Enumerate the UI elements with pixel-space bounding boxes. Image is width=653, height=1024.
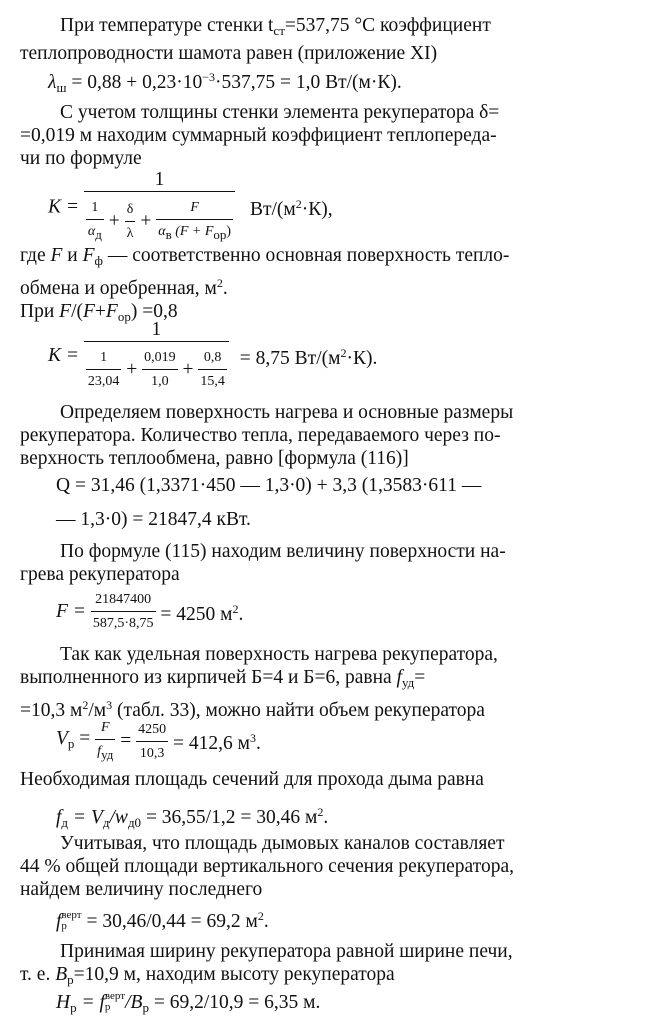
paragraph-heating-surface	[20, 401, 632, 470]
paragraph-formula-115	[20, 540, 632, 586]
text-line: т. е. $B_р=10,9$ м, находим высоту рекуператора	[20, 964, 395, 987]
equation-V: $V_р$ = $\frac{F}{\text{fуд}}$ = $\frac{4250}{10,3}$ = 412,6 $м^3$.	[56, 716, 261, 766]
paragraph-where	[20, 244, 632, 328]
equation-Q-line2: — 1,3·0) = 21847,4 кВт.	[56, 509, 251, 530]
equation-F: F = $\frac{21847400}{587,5\cdot 8,75}$ = 4250 $м^2$.	[56, 588, 243, 635]
paragraph-smoke-area	[20, 768, 632, 791]
equation-Q-line1: Q = 31,46 (1,3371·450 — 1,3·0) + 3,3 (1,3583·611 —	[56, 475, 482, 496]
text-line: Принимая ширину рекуператора равной ширине печи,	[60, 941, 513, 962]
text-line: При $F/(F+F_{ор}) =0,8$	[20, 301, 178, 324]
fraction: 1 $\frac{1}{23,04}$ + $\frac{0,019}{1,0}$ + $\frac{0,8}{15,4}$	[84, 318, 229, 393]
equation-lambda: $\lambda_ш = 0,88 + 0,23\cdot 10^{-3}\cdot 537,75 = 1,0$ Вт/(м·К).	[48, 70, 402, 95]
paragraph-specific-surface	[20, 643, 632, 722]
text-line: Необходимая площадь сечений для прохода дыма равна	[20, 769, 484, 790]
text-line: Учитывая, что площадь дымовых каналов составляет	[60, 833, 505, 854]
equation-H: $H_р = f$ верт р $/B_р = 69,2/10,9 = 6,35$ м.	[56, 990, 321, 1015]
text-line: Определяем поверхность нагрева и основные размеры	[60, 402, 514, 423]
text-line: обмена и оребренная, $м^2$.	[20, 276, 228, 299]
text-line: Так как удельная поверхность нагрева рекуператора,	[60, 644, 498, 665]
text-line: теплопроводности шамота равен (приложение XI)	[20, 43, 438, 64]
text-line: найдем величину последнего	[20, 879, 263, 900]
fraction: 1 $\frac{1}{\alpha д}$ + $\frac{\delta}{\lambda}$ + $\frac{F}{\text{αв (F + Fор)}}$	[84, 168, 235, 246]
text-line: рекуператора. Количество тепла, передаваемого через по-	[20, 425, 501, 446]
paragraph-wall-temperature	[20, 14, 632, 65]
text-line: =10,3 $м^2/м^3$ (табл. 33), можно найти объем рекуператора	[20, 698, 485, 721]
text-line: грева рекуператора	[20, 564, 180, 585]
text-line: чи по формуле	[20, 148, 142, 169]
text-line: верхность теплообмена, равно [формула (116)]	[20, 448, 409, 469]
equation-K-numeric: K = 1 $\frac{1}{23,04}$ + $\frac{0,019}{1,0}$ + $\frac{0,8}{15,4}$ = 8,75 $Вт/(м^2\cdot К)$.	[48, 318, 377, 393]
equation-K-general: K = 1 $\frac{1}{\alpha д}$ + $\frac{\delta}{\lambda}$ + $\frac{F}{\text{αв (F + Fор)}}$ $Вт/(м^2\cdot К)$,	[48, 168, 333, 246]
text-line: где F и $F_ф$ — соответственно основная поверхность тепло-	[20, 245, 510, 268]
equation-fd: $f_д = V_д/w_{д0} = 36,55/1,2 = 30,46$ $м^2$.	[56, 805, 329, 830]
equation-fvert: f верт р = 30,46/0,44 = 69,2 $м^2$.	[56, 909, 269, 932]
text-line: =0,019 м находим суммарный коэффициент теплопереда-	[20, 125, 497, 146]
paragraph-recuperator-width	[20, 940, 632, 991]
text-line: выполненного из кирпичей Б=4 и Б=6, равна $f_{уд}=$	[20, 667, 426, 690]
paragraph-vertical-section	[20, 832, 632, 901]
text-line: 44 % общей площади вертикального сечения рекуператора,	[20, 856, 514, 877]
paragraph-wall-thickness	[20, 101, 632, 170]
text-line: По формуле (115) находим величину поверхности на-	[60, 541, 506, 562]
text-line: С учетом толщины стенки элемента рекуператора δ=	[60, 102, 500, 123]
text-line: При температуре стенки $t_{ст}=537,75$ °С коэффициент	[60, 15, 491, 38]
